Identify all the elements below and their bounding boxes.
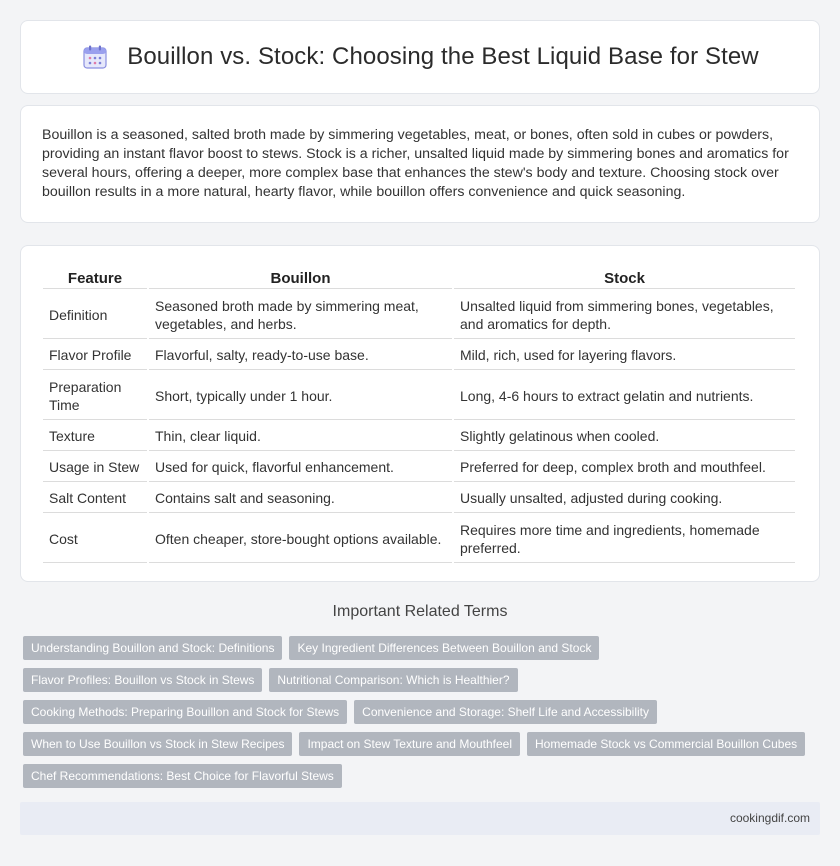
feature-cell: Flavor Profile (43, 341, 147, 370)
bouillon-cell: Short, typically under 1 hour. (149, 372, 452, 420)
table-row (43, 484, 795, 513)
related-tag[interactable]: Nutritional Comparison: Which is Healthier? (269, 668, 517, 692)
table-row (43, 422, 795, 451)
bouillon-cell: Contains salt and seasoning. (149, 484, 452, 513)
table-row (43, 291, 795, 339)
table-row (43, 515, 795, 563)
related-terms-title: Important Related Terms (332, 603, 508, 620)
calendar-icon (81, 43, 109, 71)
related-tags (23, 636, 823, 796)
intro-card (20, 105, 820, 223)
related-tag[interactable]: Key Ingredient Differences Between Bouillon and Stock (289, 636, 599, 660)
related-tag[interactable]: Understanding Bouillon and Stock: Definitions (23, 636, 282, 660)
related-tag[interactable]: When to Use Bouillon vs Stock in Stew Recipes (23, 732, 292, 756)
stock-cell: Long, 4-6 hours to extract gelatin and nutrients. (454, 372, 795, 420)
stock-cell: Unsalted liquid from simmering bones, vegetables, and aromatics for depth. (454, 291, 795, 339)
bouillon-cell: Often cheaper, store-bought options available. (149, 515, 452, 563)
related-tag[interactable]: Chef Recommendations: Best Choice for Flavorful Stews (23, 764, 342, 788)
bouillon-cell: Flavorful, salty, ready-to-use base. (149, 341, 452, 370)
tag-row (23, 732, 823, 756)
related-tag[interactable]: Impact on Stew Texture and Mouthfeel (299, 732, 520, 756)
table-header-row (43, 268, 795, 289)
header-card (20, 20, 820, 94)
feature-cell: Definition (43, 291, 147, 339)
table-row (43, 341, 795, 370)
feature-cell: Usage in Stew (43, 453, 147, 482)
page-title: Bouillon vs. Stock: Choosing the Best Liquid Base for Stew (127, 43, 759, 70)
header-bouillon: Bouillon (149, 268, 452, 289)
tag-row (23, 668, 823, 692)
header-stock: Stock (454, 268, 795, 289)
stock-cell: Slightly gelatinous when cooled. (454, 422, 795, 451)
title-wrap (81, 43, 758, 71)
stock-cell: Usually unsalted, adjusted during cooking. (454, 484, 795, 513)
table-row (43, 453, 795, 482)
bouillon-cell: Used for quick, flavorful enhancement. (149, 453, 452, 482)
feature-cell: Texture (43, 422, 147, 451)
footer (20, 802, 820, 835)
footer-site-link[interactable]: cookingdif.com (729, 811, 810, 825)
feature-cell: Salt Content (43, 484, 147, 513)
intro-paragraph: Bouillon is a seasoned, salted broth made by simmering vegetables, meat, or bones, often sold in cubes or powders, providing an instant flavor boost to stews. Stock is a richer, unsalted liquid made by simmering bones and aromatics for several hours, offering a deeper, more complex base that enhances the stew's body and texture. Choosing stock over bouillon results in a more natural, hearty flavor, while bouillon offers convenience and quick seasoning. (42, 127, 789, 200)
related-tag[interactable]: Convenience and Storage: Shelf Life and Accessibility (354, 700, 657, 724)
table-row (43, 372, 795, 420)
feature-cell: Cost (43, 515, 147, 563)
comparison-table (41, 266, 797, 565)
related-tag[interactable]: Flavor Profiles: Bouillon vs Stock in Stews (23, 668, 262, 692)
related-tag[interactable]: Cooking Methods: Preparing Bouillon and Stock for Stews (23, 700, 347, 724)
comparison-table-card (20, 245, 820, 582)
feature-cell: Preparation Time (43, 372, 147, 420)
stock-cell: Requires more time and ingredients, homemade preferred. (454, 515, 795, 563)
header-feature: Feature (43, 268, 147, 289)
tag-row (23, 700, 823, 724)
tag-row (23, 636, 823, 660)
tag-row (23, 764, 823, 788)
related-tag[interactable]: Homemade Stock vs Commercial Bouillon Cubes (527, 732, 805, 756)
stock-cell: Mild, rich, used for layering flavors. (454, 341, 795, 370)
stock-cell: Preferred for deep, complex broth and mouthfeel. (454, 453, 795, 482)
bouillon-cell: Seasoned broth made by simmering meat, vegetables, and herbs. (149, 291, 452, 339)
bouillon-cell: Thin, clear liquid. (149, 422, 452, 451)
